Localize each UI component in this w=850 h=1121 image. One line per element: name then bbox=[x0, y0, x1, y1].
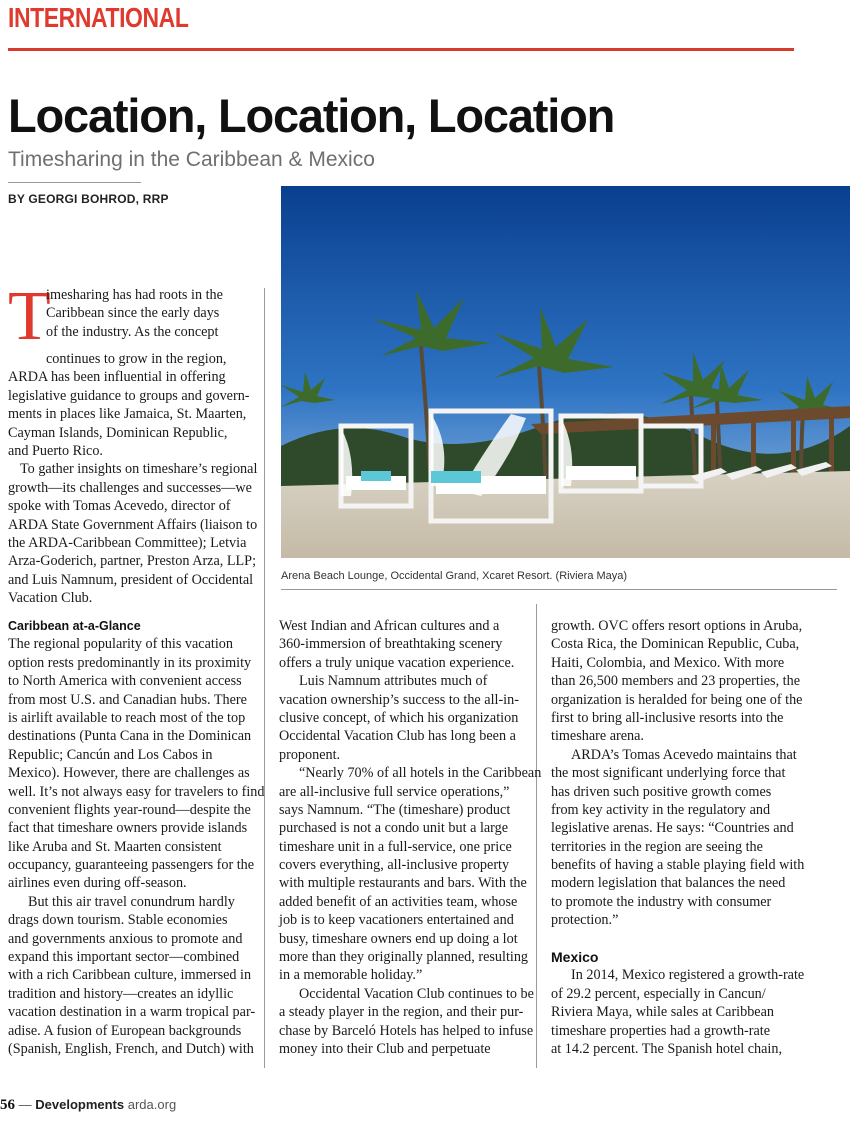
text-line: spoke with Tomas Acevedo, director of bbox=[8, 498, 231, 515]
text-line: job is to keep vacationers entertained and bbox=[279, 912, 514, 929]
photo-caption: Arena Beach Lounge, Occidental Grand, Xcaret Resort. (Riviera Maya) bbox=[281, 570, 628, 582]
text-line: and Luis Namnum, president of Occidental bbox=[8, 571, 254, 588]
text-line: has driven such positive growth comes bbox=[551, 783, 772, 800]
section-subhead: Caribbean at-a-Glance bbox=[8, 619, 141, 633]
article-subhead: Timesharing in the Caribbean & Mexico bbox=[8, 148, 375, 171]
text-line: than 26,500 members and 23 properties, the bbox=[551, 673, 801, 690]
text-line: territories in the region are seeing the bbox=[551, 838, 763, 855]
text-line: from key activity in the regulatory and bbox=[551, 801, 771, 818]
column-2 bbox=[279, 617, 542, 1058]
text-line: growth—its challenges and successes—we bbox=[8, 479, 252, 496]
text-line: money into their Club and perpetuate bbox=[279, 1040, 491, 1057]
page-number: 56 bbox=[0, 1097, 15, 1113]
byline: BY GEORGI BOHROD, RRP bbox=[8, 192, 169, 206]
column-1 bbox=[8, 617, 265, 1058]
text-line: tradition and history—creates an idyllic bbox=[8, 985, 234, 1002]
column-divider bbox=[264, 288, 265, 1068]
text-line: Costa Rica, the Dominican Republic, Cuba, bbox=[551, 636, 800, 653]
text-line: and Puerto Rico. bbox=[8, 442, 103, 459]
text-line: covers everything, all-inclusive property bbox=[279, 857, 510, 874]
text-line: like Aruba and St. Maarten consistent bbox=[8, 838, 222, 855]
column-divider bbox=[536, 604, 537, 1068]
text-line: 360-immersion of breathtaking scenery bbox=[279, 636, 503, 653]
text-line: Caribbean since the early days bbox=[46, 305, 220, 322]
byline-rule bbox=[8, 182, 141, 183]
text-line: a steady player in the region, and their pur- bbox=[279, 1004, 524, 1021]
text-line: in a memorable holiday.” bbox=[279, 967, 423, 984]
text-line: timeshare unit in a full-service, one price bbox=[279, 838, 512, 855]
text-line: “Nearly 70% of all hotels in the Caribbean bbox=[299, 765, 542, 782]
section-label: INTERNATIONAL bbox=[8, 2, 189, 33]
text-line: well. It’s not always easy for travelers to find bbox=[8, 783, 265, 800]
text-line: benefits of having a stable playing field with bbox=[551, 857, 805, 874]
text-line: Haiti, Colombia, and Mexico. With more bbox=[551, 654, 785, 671]
text-line: ARDA has been influential in offering bbox=[8, 369, 226, 386]
text-line: Arza-Goderich, partner, Preston Arza, LLP; bbox=[8, 553, 257, 570]
text-line: imesharing has had roots in the bbox=[46, 287, 223, 303]
text-line: the most significant underlying force that bbox=[551, 765, 786, 782]
section-subhead: Mexico bbox=[551, 949, 599, 966]
text-line: continues to grow in the region, bbox=[46, 351, 227, 367]
text-line: with multiple restaurants and bars. With the bbox=[279, 875, 527, 892]
text-line: proponent. bbox=[279, 746, 341, 763]
magazine-name: Developments bbox=[35, 1097, 125, 1112]
text-line: from most U.S. and Canadian hubs. There bbox=[8, 691, 247, 708]
text-line: the ARDA-Caribbean Committee); Letvia bbox=[8, 534, 247, 551]
text-line: airlines even during off-season. bbox=[8, 875, 187, 892]
paragraph-gap bbox=[551, 930, 803, 948]
text-line: first to bring all-inclusive resorts into the bbox=[551, 709, 784, 726]
text-line: The regional popularity of this vacation bbox=[8, 636, 233, 653]
website-link[interactable]: arda.org bbox=[127, 1097, 177, 1112]
text-line: chase by Barceló Hotels has helped to infuse bbox=[279, 1022, 534, 1039]
header-rule bbox=[8, 48, 794, 51]
article-headline: Location, Location, Location bbox=[8, 89, 615, 142]
text-line: ARDA’s Tomas Acevedo maintains that bbox=[571, 746, 797, 763]
text-line: Cayman Islands, Dominican Republic, bbox=[8, 424, 228, 441]
text-line: ments in places like Jamaica, St. Maarten, bbox=[8, 406, 247, 423]
text-line: busy, timeshare owners end up doing a lot bbox=[279, 930, 518, 947]
text-line: timeshare properties had a growth-rate bbox=[551, 1022, 771, 1039]
text-line: Occidental Vacation Club continues to be bbox=[299, 985, 534, 1002]
text-line: Luis Namnum attributes much of bbox=[299, 673, 488, 690]
text-line: (Spanish, English, French, and Dutch) with bbox=[8, 1040, 254, 1057]
text-line: to North America with convenient access bbox=[8, 673, 242, 690]
text-line: and governments anxious to promote and bbox=[8, 930, 243, 947]
text-line: convenient flights year-round—despite the bbox=[8, 801, 251, 818]
text-line: Mexico). However, there are challenges as bbox=[8, 765, 250, 782]
text-line: is airlift available to reach most of the top bbox=[8, 709, 246, 726]
text-line: drags down tourism. Stable economies bbox=[8, 912, 228, 929]
text-line: with a rich Caribbean culture, immersed in bbox=[8, 967, 252, 984]
text-line: In 2014, Mexico registered a growth-rate bbox=[571, 967, 805, 984]
drop-cap: T bbox=[8, 278, 51, 355]
text-line: legislative arenas. He says: “Countries and bbox=[551, 820, 794, 837]
text-line: added benefit of an activities team, whose bbox=[279, 893, 518, 910]
column-3 bbox=[551, 617, 803, 1058]
text-line: But this air travel conundrum hardly bbox=[28, 893, 235, 910]
text-line: adise. A fusion of European backgrounds bbox=[8, 1022, 242, 1039]
text-line: timeshare arena. bbox=[551, 728, 644, 745]
text-line: of the industry. As the concept bbox=[46, 323, 219, 340]
text-line: at 14.2 percent. The Spanish hotel chain, bbox=[551, 1040, 783, 1057]
text-line: protection.” bbox=[551, 912, 619, 929]
text-line: West Indian and African cultures and a bbox=[279, 618, 500, 634]
text-line: legislative guidance to groups and govern- bbox=[8, 387, 250, 404]
text-line: Republic; Cancún and Los Cabos in bbox=[8, 746, 213, 763]
text-line: organization is heralded for being one of the bbox=[551, 691, 803, 708]
text-line: vacation ownership’s success to the all-in- bbox=[279, 691, 519, 708]
text-line: ARDA State Government Affairs (liaison to bbox=[8, 516, 258, 533]
text-line: offers a truly unique vacation experience. bbox=[279, 654, 515, 671]
beach-lounge-photo bbox=[281, 186, 850, 558]
text-line: Riviera Maya, while sales at Caribbean bbox=[551, 1004, 774, 1021]
text-line: of 29.2 percent, especially in Cancun/ bbox=[551, 985, 766, 1002]
text-line: purchased is not a condo unit but a large bbox=[279, 820, 509, 837]
text-line: expand this important sector—combined bbox=[8, 949, 240, 966]
text-line: fact that timeshare owners provide islands bbox=[8, 820, 248, 837]
text-line: clusive concept, of which his organization bbox=[279, 709, 519, 726]
intro-paragraphs bbox=[8, 278, 258, 607]
text-line: To gather insights on timeshare’s regional bbox=[20, 461, 258, 478]
text-line: modern legislation that balances the need bbox=[551, 875, 786, 892]
footer-dash: — bbox=[18, 1097, 32, 1112]
text-line: option rests predominantly in its proximity bbox=[8, 654, 252, 671]
text-line: Occidental Vacation Club has long been a bbox=[279, 728, 516, 745]
page-footer bbox=[0, 1097, 176, 1114]
text-line: more than they originally planned, resulting bbox=[279, 949, 529, 966]
text-line: Vacation Club. bbox=[8, 590, 93, 607]
text-line: occupancy, guaranteeing passengers for the bbox=[8, 857, 255, 874]
text-line: says Namnum. “The (timeshare) product bbox=[279, 801, 511, 818]
text-line: are all-inclusive full service operations,” bbox=[279, 783, 510, 800]
article-photo bbox=[281, 186, 850, 558]
text-line: growth. OVC offers resort options in Aruba, bbox=[551, 618, 803, 634]
text-line: vacation destination in a warm tropical par- bbox=[8, 1004, 256, 1021]
text-line: to promote the industry with consumer bbox=[551, 893, 772, 910]
caption-rule bbox=[281, 589, 837, 590]
text-line: destinations (Punta Cana in the Dominican bbox=[8, 728, 252, 745]
